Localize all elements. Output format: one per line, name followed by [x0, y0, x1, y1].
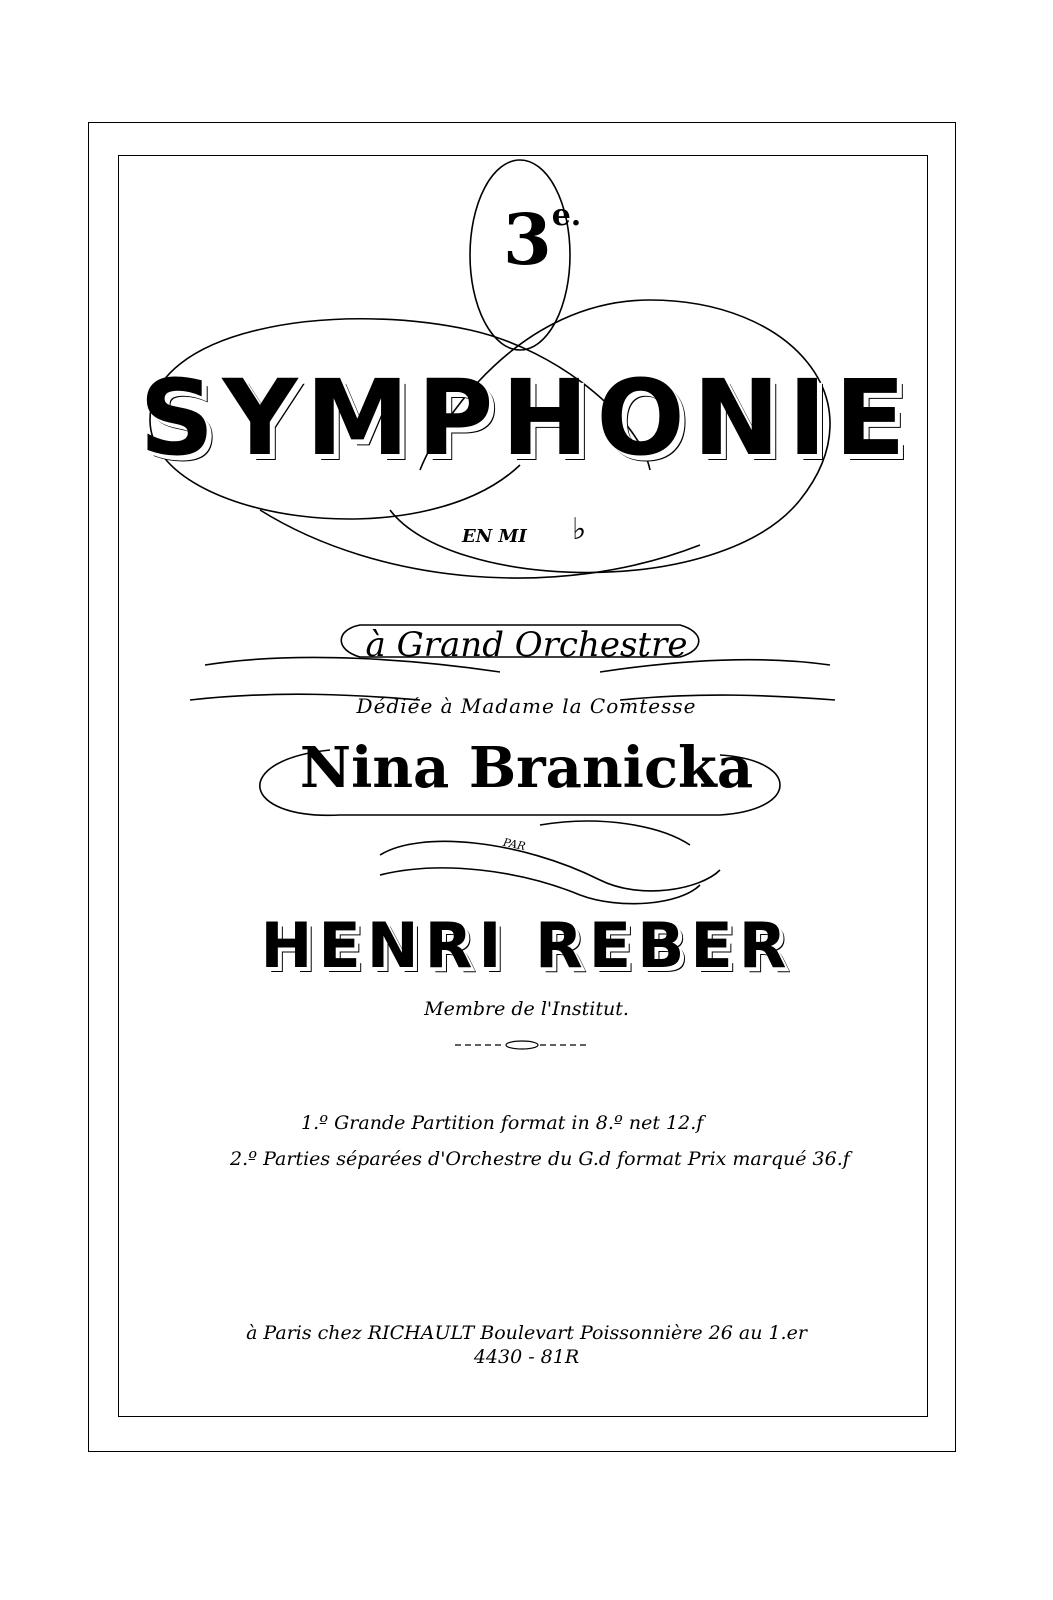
title: SYMPHONIE: [139, 357, 914, 479]
number-suffix: e.: [551, 198, 582, 233]
dedication-line: Dédiée à Madame la Comtesse: [356, 694, 697, 718]
key: EN MI: [462, 526, 527, 547]
dedicatee-name: Nina Branicka: [299, 735, 754, 801]
plate-number: 4430 - 81R: [473, 1346, 580, 1368]
number-digit: 3: [503, 198, 552, 281]
orchestra-line: à Grand Orchestre: [365, 625, 688, 665]
flat-symbol: ♭: [572, 512, 587, 547]
edition-parts: 2.º Parties séparées d'Orchestre du G.d format Prix marqué 36.f: [230, 1148, 850, 1170]
par-swash-2: [380, 868, 700, 904]
par-swash-3: [540, 821, 690, 845]
edition-score: 1.º Grande Partition format in 8.º net 12.f: [301, 1112, 704, 1134]
separator-ornament: [455, 1041, 590, 1049]
composer-title: Membre de l'Institut.: [424, 998, 629, 1020]
symphony-number: [503, 198, 582, 281]
par-label: PAR: [501, 835, 527, 854]
publisher-line: à Paris chez RICHAULT Boulevart Poissonnière 26 au 1.er: [246, 1322, 807, 1344]
composer-name: HENRI REBER: [260, 909, 793, 982]
